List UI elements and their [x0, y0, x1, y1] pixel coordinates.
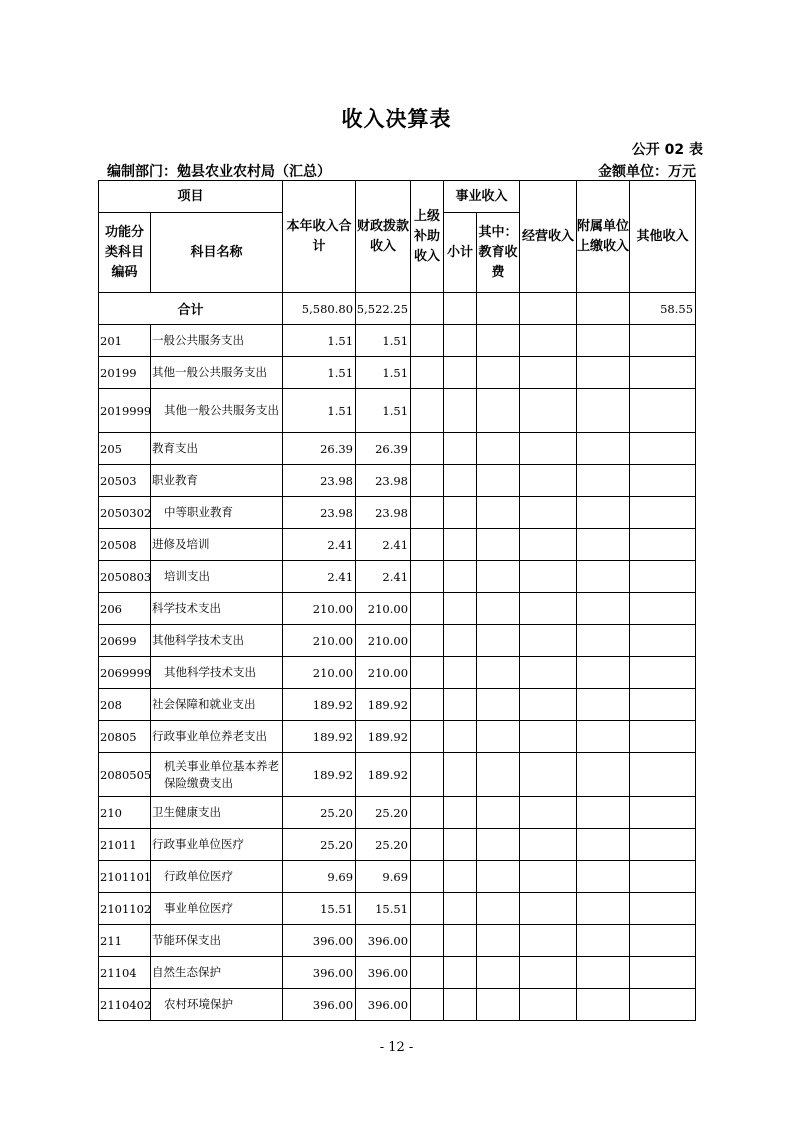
affiliated-cell — [577, 925, 630, 957]
total-income-cell: 25.20 — [283, 829, 356, 861]
superior-cell — [411, 753, 444, 797]
operating-cell — [520, 861, 577, 893]
subject-code: 2050302 — [99, 497, 151, 529]
total-income-cell: 396.00 — [283, 989, 356, 1021]
subject-name: 机关事业单位基本养老保险缴费支出 — [151, 753, 283, 797]
total-income-cell: 210.00 — [283, 657, 356, 689]
edu-fee-cell — [477, 753, 520, 797]
subject-name: 农村环境保护 — [151, 989, 283, 1021]
superior-cell — [411, 561, 444, 593]
subject-name: 卫生健康支出 — [151, 797, 283, 829]
operating-cell — [520, 561, 577, 593]
total-income-cell: 396.00 — [283, 925, 356, 957]
subject-code: 2050803 — [99, 561, 151, 593]
superior-cell — [411, 529, 444, 561]
table-row — [99, 957, 696, 989]
header-subtotal: 小计 — [444, 213, 477, 293]
affiliated-cell — [577, 497, 630, 529]
fiscal-cell: 23.98 — [356, 497, 411, 529]
operating-cell — [520, 925, 577, 957]
table-row — [99, 561, 696, 593]
business-subtotal-cell — [444, 893, 477, 925]
subject-code: 20699 — [99, 625, 151, 657]
edu-fee-cell — [477, 797, 520, 829]
subject-name: 行政事业单位医疗 — [151, 829, 283, 861]
table-row — [99, 325, 696, 357]
total-label: 合计 — [99, 293, 283, 325]
other-cell — [630, 433, 696, 465]
edu-fee-cell — [477, 893, 520, 925]
total-income-cell: 9.69 — [283, 861, 356, 893]
affiliated-cell — [577, 957, 630, 989]
operating-cell — [520, 497, 577, 529]
header-fiscal: 财政拨款收入 — [356, 181, 411, 293]
table-row — [99, 989, 696, 1021]
subject-code: 2101102 — [99, 893, 151, 925]
subject-code: 20503 — [99, 465, 151, 497]
edu-fee-cell — [477, 925, 520, 957]
business-subtotal-cell — [444, 593, 477, 625]
superior-cell — [411, 721, 444, 753]
fiscal-cell: 396.00 — [356, 989, 411, 1021]
page-number: - 12 - — [379, 1040, 414, 1055]
subject-name: 一般公共服务支出 — [151, 325, 283, 357]
table-row — [99, 657, 696, 689]
table-row — [99, 389, 696, 433]
operating-cell — [520, 797, 577, 829]
table-row — [99, 465, 696, 497]
business-subtotal-cell — [444, 753, 477, 797]
other-cell — [630, 797, 696, 829]
other-cell — [630, 357, 696, 389]
fiscal-cell: 396.00 — [356, 925, 411, 957]
superior-cell — [411, 593, 444, 625]
superior-cell — [411, 893, 444, 925]
operating-cell — [520, 465, 577, 497]
other-cell — [630, 989, 696, 1021]
other-cell — [630, 389, 696, 433]
affiliated-cell — [577, 721, 630, 753]
edu-fee-cell — [477, 325, 520, 357]
fiscal-cell: 189.92 — [356, 689, 411, 721]
fiscal-cell: 396.00 — [356, 957, 411, 989]
business-subtotal-cell — [444, 433, 477, 465]
subject-code: 20805 — [99, 721, 151, 753]
subject-code: 21104 — [99, 957, 151, 989]
superior-cell — [411, 389, 444, 433]
affiliated-cell — [577, 593, 630, 625]
business-subtotal-cell — [444, 829, 477, 861]
edu-fee-cell — [477, 433, 520, 465]
superior-cell — [411, 325, 444, 357]
edu-fee-cell — [477, 689, 520, 721]
subject-name: 教育支出 — [151, 433, 283, 465]
business-subtotal-cell — [444, 957, 477, 989]
other-cell — [630, 465, 696, 497]
table-row — [99, 829, 696, 861]
subject-code: 210 — [99, 797, 151, 829]
fiscal-cell: 25.20 — [356, 829, 411, 861]
business-subtotal-cell — [444, 465, 477, 497]
edu-fee-cell — [477, 861, 520, 893]
edu-fee-cell — [477, 721, 520, 753]
other-cell — [630, 529, 696, 561]
superior-cell — [411, 625, 444, 657]
total-income-cell: 210.00 — [283, 625, 356, 657]
operating-cell — [520, 389, 577, 433]
superior-cell — [411, 497, 444, 529]
table-row — [99, 357, 696, 389]
subject-name: 行政事业单位养老支出 — [151, 721, 283, 753]
header-total-income: 本年收入合计 — [283, 181, 356, 293]
table-row — [99, 593, 696, 625]
subject-name: 事业单位医疗 — [151, 893, 283, 925]
business-subtotal-cell — [444, 625, 477, 657]
edu-fee-cell — [477, 829, 520, 861]
table-row — [99, 497, 696, 529]
fiscal-cell: 189.92 — [356, 721, 411, 753]
superior-cell — [411, 657, 444, 689]
operating-cell — [520, 829, 577, 861]
superior-cell — [411, 689, 444, 721]
business-subtotal-cell — [444, 925, 477, 957]
subject-code: 21011 — [99, 829, 151, 861]
table-row — [99, 861, 696, 893]
subject-name: 其他科学技术支出 — [151, 657, 283, 689]
table-row — [99, 753, 696, 797]
operating-cell — [520, 721, 577, 753]
other-cell — [630, 593, 696, 625]
fiscal-cell: 15.51 — [356, 893, 411, 925]
affiliated-cell — [577, 625, 630, 657]
subject-name: 行政单位医疗 — [151, 861, 283, 893]
total-income-cell: 189.92 — [283, 689, 356, 721]
income-table — [98, 180, 696, 1021]
affiliated-cell — [577, 989, 630, 1021]
subject-name: 其他一般公共服务支出 — [151, 389, 283, 433]
business-subtotal-cell — [444, 325, 477, 357]
affiliated-cell — [577, 861, 630, 893]
business-subtotal-cell — [444, 561, 477, 593]
total-income-cell: 189.92 — [283, 753, 356, 797]
total-income-cell: 1.51 — [283, 389, 356, 433]
affiliated-cell — [577, 389, 630, 433]
subject-code: 2069999 — [99, 657, 151, 689]
edu-fee-cell — [477, 657, 520, 689]
superior-cell — [411, 989, 444, 1021]
fiscal-cell: 210.00 — [356, 657, 411, 689]
superior-cell — [411, 925, 444, 957]
subject-code: 208 — [99, 689, 151, 721]
superior-cell — [411, 957, 444, 989]
other-cell — [630, 925, 696, 957]
header-superior: 上级补助收入 — [411, 181, 444, 293]
amount-unit-label: 金额单位：万元 — [598, 164, 696, 180]
total-other-value: 58.55 — [630, 293, 696, 325]
subject-code: 2019999 — [99, 389, 151, 433]
business-subtotal-cell — [444, 497, 477, 529]
other-cell — [630, 497, 696, 529]
subject-code: 2080505 — [99, 753, 151, 797]
edu-fee-cell — [477, 389, 520, 433]
edu-fee-cell — [477, 357, 520, 389]
affiliated-cell — [577, 529, 630, 561]
total-income-cell: 1.51 — [283, 357, 356, 389]
fiscal-cell: 26.39 — [356, 433, 411, 465]
affiliated-cell — [577, 829, 630, 861]
operating-cell — [520, 957, 577, 989]
subject-name: 其他一般公共服务支出 — [151, 357, 283, 389]
table-row — [99, 721, 696, 753]
business-subtotal-cell — [444, 797, 477, 829]
table-row — [99, 893, 696, 925]
edu-fee-cell — [477, 497, 520, 529]
table-row — [99, 925, 696, 957]
subject-code: 20199 — [99, 357, 151, 389]
fiscal-cell: 210.00 — [356, 593, 411, 625]
subject-name: 职业教育 — [151, 465, 283, 497]
superior-cell — [411, 829, 444, 861]
fiscal-cell: 23.98 — [356, 465, 411, 497]
subject-name: 进修及培训 — [151, 529, 283, 561]
affiliated-cell — [577, 561, 630, 593]
subject-code: 20508 — [99, 529, 151, 561]
other-cell — [630, 753, 696, 797]
header-subject-name: 科目名称 — [151, 213, 283, 293]
header-affiliated: 附属单位上缴收入 — [577, 181, 630, 293]
total-income-cell: 210.00 — [283, 593, 356, 625]
department-label: 编制部门：勉县农业农村局（汇总） — [107, 164, 331, 180]
total-fiscal-value: 5,522.25 — [356, 293, 411, 325]
fiscal-cell: 1.51 — [356, 325, 411, 357]
business-subtotal-cell — [444, 989, 477, 1021]
edu-fee-cell — [477, 465, 520, 497]
fiscal-cell: 189.92 — [356, 753, 411, 797]
edu-fee-cell — [477, 529, 520, 561]
edu-fee-cell — [477, 625, 520, 657]
affiliated-cell — [577, 325, 630, 357]
other-cell — [630, 625, 696, 657]
subject-code: 2101101 — [99, 861, 151, 893]
other-cell — [630, 657, 696, 689]
other-cell — [630, 325, 696, 357]
total-income-cell: 25.20 — [283, 797, 356, 829]
edu-fee-cell — [477, 957, 520, 989]
header-edu-fee: 其中：教育收费 — [477, 213, 520, 293]
total-income-cell: 396.00 — [283, 957, 356, 989]
operating-cell — [520, 529, 577, 561]
subject-name: 节能环保支出 — [151, 925, 283, 957]
operating-cell — [520, 357, 577, 389]
subject-code: 211 — [99, 925, 151, 957]
header-other: 其他收入 — [630, 181, 696, 293]
total-income-cell: 23.98 — [283, 497, 356, 529]
total-row — [99, 293, 696, 325]
total-income-cell: 1.51 — [283, 325, 356, 357]
business-subtotal-cell — [444, 357, 477, 389]
business-subtotal-cell — [444, 721, 477, 753]
other-cell — [630, 829, 696, 861]
fiscal-cell: 9.69 — [356, 861, 411, 893]
subject-name: 自然生态保护 — [151, 957, 283, 989]
superior-cell — [411, 861, 444, 893]
total-income-cell: 2.41 — [283, 529, 356, 561]
fiscal-cell: 2.41 — [356, 561, 411, 593]
operating-cell — [520, 989, 577, 1021]
subject-name: 社会保障和就业支出 — [151, 689, 283, 721]
operating-cell — [520, 433, 577, 465]
total-income-cell: 23.98 — [283, 465, 356, 497]
operating-cell — [520, 689, 577, 721]
business-subtotal-cell — [444, 657, 477, 689]
superior-cell — [411, 797, 444, 829]
subject-code: 206 — [99, 593, 151, 625]
other-cell — [630, 893, 696, 925]
edu-fee-cell — [477, 593, 520, 625]
subject-name: 科学技术支出 — [151, 593, 283, 625]
other-cell — [630, 861, 696, 893]
affiliated-cell — [577, 753, 630, 797]
operating-cell — [520, 593, 577, 625]
superior-cell — [411, 433, 444, 465]
superior-cell — [411, 357, 444, 389]
header-item: 项目 — [99, 181, 283, 213]
operating-cell — [520, 753, 577, 797]
other-cell — [630, 957, 696, 989]
fiscal-cell: 1.51 — [356, 357, 411, 389]
business-subtotal-cell — [444, 689, 477, 721]
fiscal-cell: 25.20 — [356, 797, 411, 829]
edu-fee-cell — [477, 561, 520, 593]
total-income-value: 5,580.80 — [283, 293, 356, 325]
fiscal-cell: 210.00 — [356, 625, 411, 657]
header-business: 事业收入 — [444, 181, 520, 213]
affiliated-cell — [577, 893, 630, 925]
business-subtotal-cell — [444, 529, 477, 561]
header-func-code: 功能分类科目编码 — [99, 213, 151, 293]
other-cell — [630, 561, 696, 593]
business-subtotal-cell — [444, 861, 477, 893]
operating-cell — [520, 657, 577, 689]
affiliated-cell — [577, 689, 630, 721]
subject-code: 201 — [99, 325, 151, 357]
table-row — [99, 689, 696, 721]
superior-cell — [411, 465, 444, 497]
fiscal-cell: 1.51 — [356, 389, 411, 433]
table-row — [99, 433, 696, 465]
subject-code: 2110402 — [99, 989, 151, 1021]
subject-name: 中等职业教育 — [151, 497, 283, 529]
header-operating: 经营收入 — [520, 181, 577, 293]
operating-cell — [520, 325, 577, 357]
affiliated-cell — [577, 433, 630, 465]
fiscal-cell: 2.41 — [356, 529, 411, 561]
affiliated-cell — [577, 657, 630, 689]
operating-cell — [520, 625, 577, 657]
other-cell — [630, 689, 696, 721]
affiliated-cell — [577, 797, 630, 829]
subject-name: 培训支出 — [151, 561, 283, 593]
subject-code: 205 — [99, 433, 151, 465]
subject-name: 其他科学技术支出 — [151, 625, 283, 657]
edu-fee-cell — [477, 989, 520, 1021]
business-subtotal-cell — [444, 389, 477, 433]
table-row — [99, 797, 696, 829]
total-income-cell: 189.92 — [283, 721, 356, 753]
total-income-cell: 26.39 — [283, 433, 356, 465]
page-title: 收入决算表 — [341, 107, 452, 131]
operating-cell — [520, 893, 577, 925]
total-income-cell: 2.41 — [283, 561, 356, 593]
table-row — [99, 625, 696, 657]
other-cell — [630, 721, 696, 753]
affiliated-cell — [577, 465, 630, 497]
total-income-cell: 15.51 — [283, 893, 356, 925]
table-row — [99, 529, 696, 561]
affiliated-cell — [577, 357, 630, 389]
form-number: 公开 02 表 — [631, 142, 703, 158]
